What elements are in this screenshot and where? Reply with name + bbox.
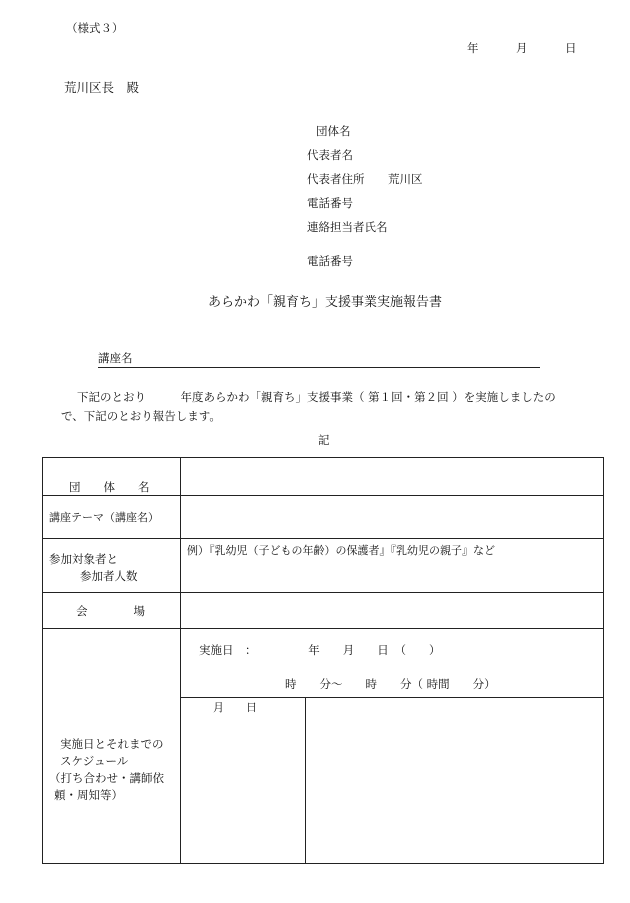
schedule-label-line-2: スケジュール — [60, 754, 129, 768]
schedule-label-line-1: 実施日とそれまでの — [60, 737, 164, 751]
row-theme — [43, 496, 604, 539]
date-year-label: 年 — [467, 41, 479, 55]
row-organization — [43, 458, 604, 496]
rep-address-label: 代表者住所 — [307, 172, 365, 186]
schedule-label-cell — [43, 629, 181, 864]
theme-label: 講座テーマ（講座名） — [49, 511, 159, 524]
schedule-label-line-4: 頼・周知等） — [54, 788, 123, 802]
target-example: 例）『乳幼児（子どもの年齢）の保護者』『乳幼児の親子』など — [187, 544, 495, 557]
ki-heading: 記 — [318, 433, 330, 447]
addressee: 荒川区長 殿 — [64, 80, 140, 95]
schedule-divider — [181, 697, 603, 698]
row-schedule — [43, 629, 604, 864]
form-number: （様式３） — [66, 21, 124, 35]
theme-label-cell — [43, 496, 181, 539]
implementation-time-line: 時 分～ 時 分（ 時間 分） — [285, 677, 496, 691]
contact-name-label: 連絡担当者氏名 — [307, 220, 388, 234]
body-text-line-2: で、下記のとおり報告します。 — [61, 409, 221, 423]
target-label-line-1: 参加対象者と — [49, 551, 118, 566]
target-value-cell[interactable] — [181, 539, 604, 593]
org-label: 団 体 名 — [69, 479, 150, 494]
venue-label-cell — [43, 593, 181, 629]
phone-label: 電話番号 — [307, 196, 353, 210]
org-value-cell[interactable] — [181, 458, 604, 496]
schedule-date-column[interactable] — [181, 699, 304, 863]
schedule-label-line-3: （打ち合わせ・講師依 — [49, 771, 164, 785]
org-label-cell — [43, 458, 181, 496]
contact-phone-label: 電話番号 — [307, 254, 353, 268]
rep-address-ward: 荒川区 — [388, 172, 423, 186]
schedule-content-column[interactable] — [306, 699, 603, 863]
month-day-header: 月 日 — [213, 701, 257, 714]
date-month-label: 月 — [516, 41, 528, 55]
rep-name-label: 代表者名 — [307, 148, 353, 162]
venue-value-cell[interactable] — [181, 593, 604, 629]
target-label-line-2: 参加者人数 — [80, 568, 138, 583]
row-venue — [43, 593, 604, 629]
course-name-label: 講座名 — [98, 351, 133, 365]
date-day-label: 日 — [565, 41, 577, 55]
row-target — [43, 539, 604, 593]
schedule-value-cell — [181, 629, 604, 864]
document-title: あらかわ「親育ち」支援事業実施報告書 — [208, 295, 443, 310]
org-name-label: 団体名 — [316, 124, 351, 138]
implementation-date-line: 実施日 ： 年 月 日 （ ） — [199, 643, 441, 657]
body-text-line-1: 下記のとおり 年度あらかわ「親育ち」支援事業（ 第１回・第２回 ）を実施しましたの — [77, 390, 556, 404]
date-line — [0, 40, 630, 54]
theme-value-cell[interactable] — [181, 496, 604, 539]
venue-label: 会 場 — [76, 603, 145, 618]
course-name-underline — [98, 367, 540, 368]
report-table — [42, 457, 604, 864]
target-label-cell — [43, 539, 181, 593]
